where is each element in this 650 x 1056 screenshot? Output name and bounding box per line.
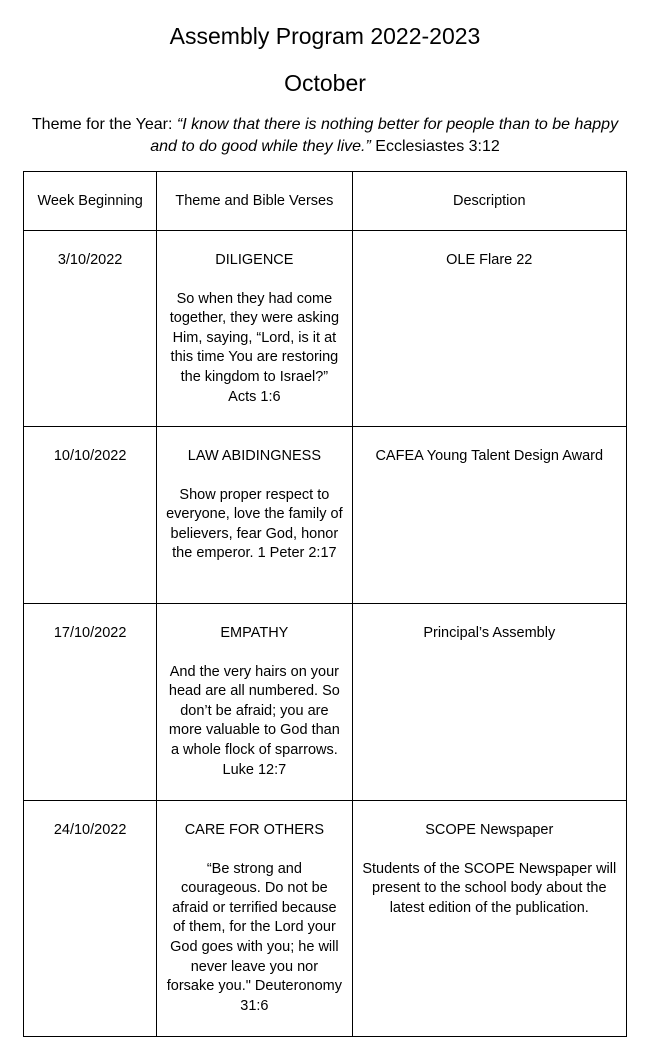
description-title: Principal’s Assembly — [423, 625, 556, 641]
description-cell — [352, 604, 626, 801]
description-title: CAFEA Young Talent Design Award — [375, 448, 604, 464]
bible-verse: So when they had come together, they were asking Him, saying, “Lord, is it at this time You are restoring the kingdom to Israel?” Acts 1:6 — [169, 290, 340, 405]
description-cell — [352, 801, 626, 1037]
week-cell: 10/10/2022 — [24, 427, 157, 604]
description-cell — [352, 427, 626, 604]
table-row — [24, 604, 627, 801]
theme-label: Theme for the Year: — [31, 116, 173, 133]
description-title: SCOPE Newspaper — [425, 822, 554, 838]
table-row — [24, 231, 627, 427]
assembly-program-table — [23, 171, 627, 1037]
column-header-week: Week Beginning — [24, 172, 157, 231]
column-header-description: Description — [352, 172, 626, 231]
column-header-theme: Theme and Bible Verses — [157, 172, 352, 231]
theme-cell — [157, 427, 352, 604]
theme-name: LAW ABIDINGNESS — [187, 448, 321, 464]
description-title: OLE Flare 22 — [446, 252, 533, 268]
theme-cell — [157, 231, 352, 427]
theme-reference: Ecclesiastes 3:12 — [375, 138, 500, 155]
table-row — [24, 801, 627, 1037]
theme-name: CARE FOR OTHERS — [184, 822, 325, 838]
page-title: Assembly Program 2022-2023 — [169, 23, 481, 49]
bible-verse: “Be strong and courageous. Do not be afraid or terrified because of them, for the Lord your God goes with you; he will never leave you nor forsake you." Deuteronomy 31:6 — [166, 860, 342, 1014]
bible-verse: Show proper respect to everyone, love the family of believers, fear God, honor the emperor. 1 Peter 2:17 — [166, 486, 343, 562]
theme-cell — [157, 801, 352, 1037]
description-cell — [352, 231, 626, 427]
week-cell: 24/10/2022 — [24, 801, 157, 1037]
bible-verse: And the very hairs on your head are all numbered. So don’t be afraid; you are more valuable to God than a whole flock of sparrows. Luke 12:7 — [168, 663, 340, 778]
theme-name: DILIGENCE — [215, 252, 294, 268]
week-cell: 17/10/2022 — [24, 604, 157, 801]
theme-cell — [157, 604, 352, 801]
table-header-row — [24, 172, 627, 231]
week-cell: 3/10/2022 — [24, 231, 157, 427]
table-row — [24, 427, 627, 604]
year-theme — [18, 114, 632, 158]
description-detail: Students of the SCOPE Newspaper will present to the school body about the latest edition of the publication. — [362, 860, 617, 916]
theme-quote: “I know that there is nothing better for people than to be happy and to do good while they live.” — [150, 116, 619, 155]
theme-name: EMPATHY — [220, 625, 289, 641]
month-heading: October — [284, 70, 366, 96]
